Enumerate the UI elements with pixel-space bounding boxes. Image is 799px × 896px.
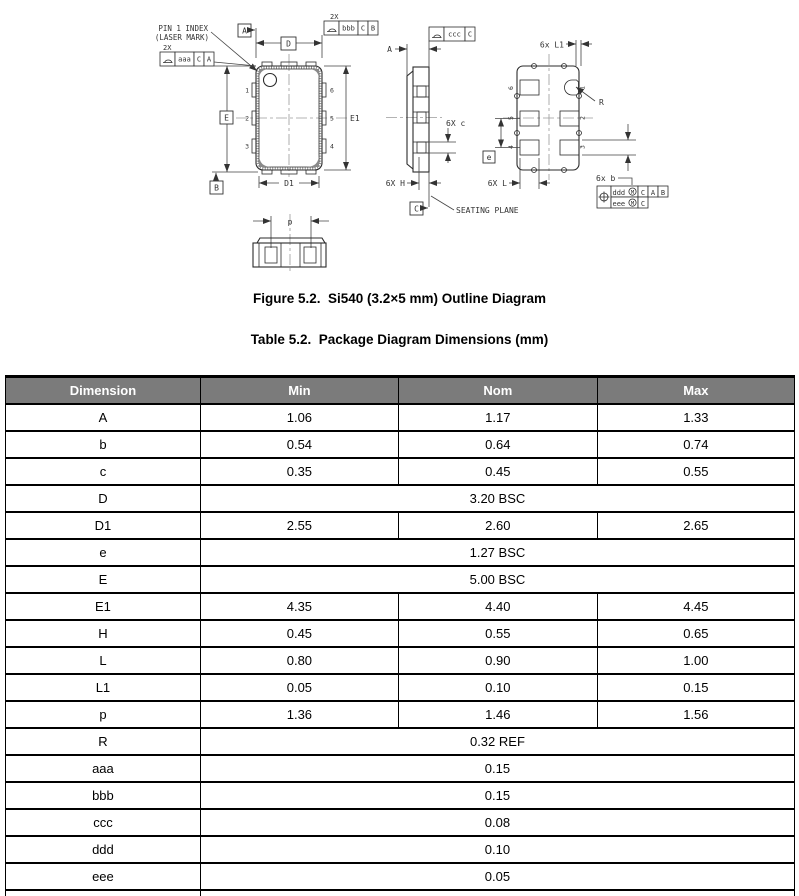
max-cell: 0.55	[597, 458, 794, 485]
nom-cell: 0.55	[398, 620, 597, 647]
pin-number: 2	[245, 114, 249, 123]
nom-cell: 0.45	[398, 458, 597, 485]
datum-a-label: A	[242, 26, 247, 36]
nom-cell: 1.46	[398, 701, 597, 728]
corner-fillet	[259, 69, 270, 80]
table-row	[6, 566, 795, 593]
pad	[560, 140, 579, 155]
bottom-view	[483, 40, 668, 208]
min-cell: 1.36	[200, 701, 398, 728]
qty-2x-label: 2X	[163, 44, 172, 52]
dim-r-label: R	[599, 98, 604, 107]
table-row	[6, 512, 795, 539]
dimension-cell: H	[6, 620, 201, 647]
datum-b-label: B	[214, 183, 219, 193]
dimensions-table	[5, 375, 795, 896]
dimension-cell: A	[6, 404, 201, 431]
value-cell-span: 5.00 BSC	[200, 566, 794, 593]
col-header-min: Min	[200, 377, 398, 405]
dimension-cell: L1	[6, 674, 201, 701]
table-title: Table 5.2. Package Diagram Dimensions (mm)	[250, 332, 549, 347]
header-row	[6, 377, 795, 405]
min-cell: 1.06	[200, 404, 398, 431]
dim-c-label: 6X c	[446, 119, 466, 128]
pin-number: 1	[578, 86, 587, 90]
table-row	[6, 755, 795, 782]
value-cell-span: 0.15	[200, 782, 794, 809]
dim-l1-label: 6x L1	[539, 40, 564, 50]
nom-cell: 0.64	[398, 431, 597, 458]
fcf-aaa-datum1: C	[196, 55, 202, 64]
dim-p-label: p	[287, 217, 293, 227]
table-row	[6, 863, 795, 890]
table-row	[6, 701, 795, 728]
min-cell: 0.45	[200, 620, 398, 647]
pin-number: 5	[507, 116, 515, 120]
fcf-pos-datum3: B	[660, 188, 666, 197]
dim-a-label: A	[387, 45, 392, 54]
fcf-pos-datum2: A	[650, 188, 656, 197]
table-row	[6, 404, 795, 431]
fcf-ccc-tol: ccc	[448, 30, 461, 39]
value-cell-span: 0.15	[200, 755, 794, 782]
fcf-bbb	[324, 13, 378, 35]
fcf-pos-tol2: eee	[612, 199, 626, 208]
top-view	[155, 13, 378, 194]
dimension-cell: D1	[6, 512, 201, 539]
pad	[417, 142, 426, 153]
max-cell: 0.15	[597, 674, 794, 701]
mmc-modifier-icon: M	[630, 189, 635, 196]
table-row	[6, 485, 795, 512]
dimension-cell: b	[6, 431, 201, 458]
min-cell: 0.54	[200, 431, 398, 458]
table-row	[6, 647, 795, 674]
max-cell: 1.56	[597, 701, 794, 728]
table-row	[6, 458, 795, 485]
pad	[265, 247, 277, 263]
pin-number: 3	[578, 145, 587, 149]
fcf-aaa	[160, 44, 256, 66]
dimension-cell: eee	[6, 863, 201, 890]
table-row	[6, 728, 795, 755]
outline-diagram	[0, 0, 799, 280]
dimension-cell: ccc	[6, 809, 201, 836]
fcf-bbb-tol: bbb	[342, 24, 355, 33]
fcf-pos-datum1: C	[640, 188, 646, 197]
dim-e-label: E	[224, 113, 229, 123]
pin-number: 3	[245, 142, 249, 151]
table-row	[6, 593, 795, 620]
dim-d-label: D	[286, 39, 291, 49]
pin-number: 2	[578, 116, 587, 120]
dimension-cell	[6, 890, 201, 896]
datum-c-label: C	[414, 204, 419, 214]
pad	[520, 80, 539, 95]
table-row	[6, 836, 795, 863]
col-header-max: Max	[597, 377, 794, 405]
pad	[417, 86, 426, 97]
value-cell-span: 0.32 REF	[200, 728, 794, 755]
min-cell: 4.35	[200, 593, 398, 620]
value-cell-span: 3.20 BSC	[200, 485, 794, 512]
value-cell-span	[200, 890, 794, 896]
pin-number: 1	[245, 86, 249, 95]
dimension-cell: E	[6, 566, 201, 593]
pad	[520, 140, 539, 155]
fcf-pos-tol: ddd	[612, 188, 626, 197]
dimension-cell: e	[6, 539, 201, 566]
pad	[304, 247, 316, 263]
max-cell: 4.45	[597, 593, 794, 620]
table-row	[6, 782, 795, 809]
nom-cell: 1.17	[398, 404, 597, 431]
fcf-aaa-tol: aaa	[178, 55, 191, 64]
pin-number: 6	[330, 86, 334, 95]
seating-plane-label: SEATING PLANE	[456, 206, 519, 215]
dimension-cell: R	[6, 728, 201, 755]
pin-number: 5	[330, 114, 334, 123]
fcf-position	[597, 186, 668, 208]
dimension-cell: aaa	[6, 755, 201, 782]
nom-cell: 2.60	[398, 512, 597, 539]
fcf-pos-datum4: C	[640, 199, 646, 208]
dimension-cell: bbb	[6, 782, 201, 809]
table-row	[6, 674, 795, 701]
table-row	[6, 620, 795, 647]
table-row	[6, 539, 795, 566]
dim-e1-label: E1	[350, 114, 360, 123]
min-cell: 0.80	[200, 647, 398, 674]
mmc-modifier-icon: M	[630, 200, 635, 207]
pad	[560, 111, 579, 126]
pin-number: 4	[507, 145, 515, 149]
dimension-cell: E1	[6, 593, 201, 620]
figure-caption: Figure 5.2. Si540 (3.2×5 mm) Outline Diagram	[253, 291, 546, 306]
min-cell: 2.55	[200, 512, 398, 539]
table-row	[6, 431, 795, 458]
nom-cell: 0.10	[398, 674, 597, 701]
fcf-ccc-datum1: C	[467, 30, 473, 39]
fcf-bbb-datum1: C	[360, 24, 366, 33]
dimension-cell: p	[6, 701, 201, 728]
table-row-partial	[6, 890, 795, 896]
end-view	[253, 214, 329, 274]
table-row	[6, 809, 795, 836]
max-cell: 1.33	[597, 404, 794, 431]
nom-cell: 4.40	[398, 593, 597, 620]
max-cell: 1.00	[597, 647, 794, 674]
value-cell-span: 1.27 BSC	[200, 539, 794, 566]
max-cell: 2.65	[597, 512, 794, 539]
nom-cell: 0.90	[398, 647, 597, 674]
value-cell-span: 0.08	[200, 809, 794, 836]
max-cell: 0.74	[597, 431, 794, 458]
fcf-ccc	[429, 27, 475, 41]
dimension-cell: c	[6, 458, 201, 485]
qty-2x-label: 2X	[330, 13, 339, 21]
col-header-dimension: Dimension	[6, 377, 201, 405]
value-cell-span: 0.10	[200, 836, 794, 863]
value-cell-span: 0.05	[200, 863, 794, 890]
pin-number: 4	[330, 142, 334, 151]
min-cell: 0.05	[200, 674, 398, 701]
col-header-nom: Nom	[398, 377, 597, 405]
max-cell: 0.65	[597, 620, 794, 647]
dim-b-label: 6x b	[596, 174, 616, 183]
dim-d1-label: D1	[284, 179, 294, 188]
laser-mark-label: (LASER MARK)	[154, 33, 209, 42]
fcf-bbb-datum2: B	[370, 24, 376, 33]
dim-h-label: 6X H	[385, 179, 405, 188]
dimensions-table-body	[6, 404, 795, 896]
fcf-aaa-datum2: A	[206, 55, 212, 64]
min-cell: 0.35	[200, 458, 398, 485]
dim-l-label: 6X L	[487, 179, 507, 188]
dimension-cell: L	[6, 647, 201, 674]
dimension-cell: D	[6, 485, 201, 512]
pin-number: 6	[507, 86, 515, 90]
pin1-index-label: PIN 1 INDEX	[158, 24, 208, 33]
pad	[520, 111, 539, 126]
dimension-cell: ddd	[6, 836, 201, 863]
pin1-index-mark	[264, 74, 277, 87]
dim-e-pitch-label: e	[486, 153, 492, 162]
